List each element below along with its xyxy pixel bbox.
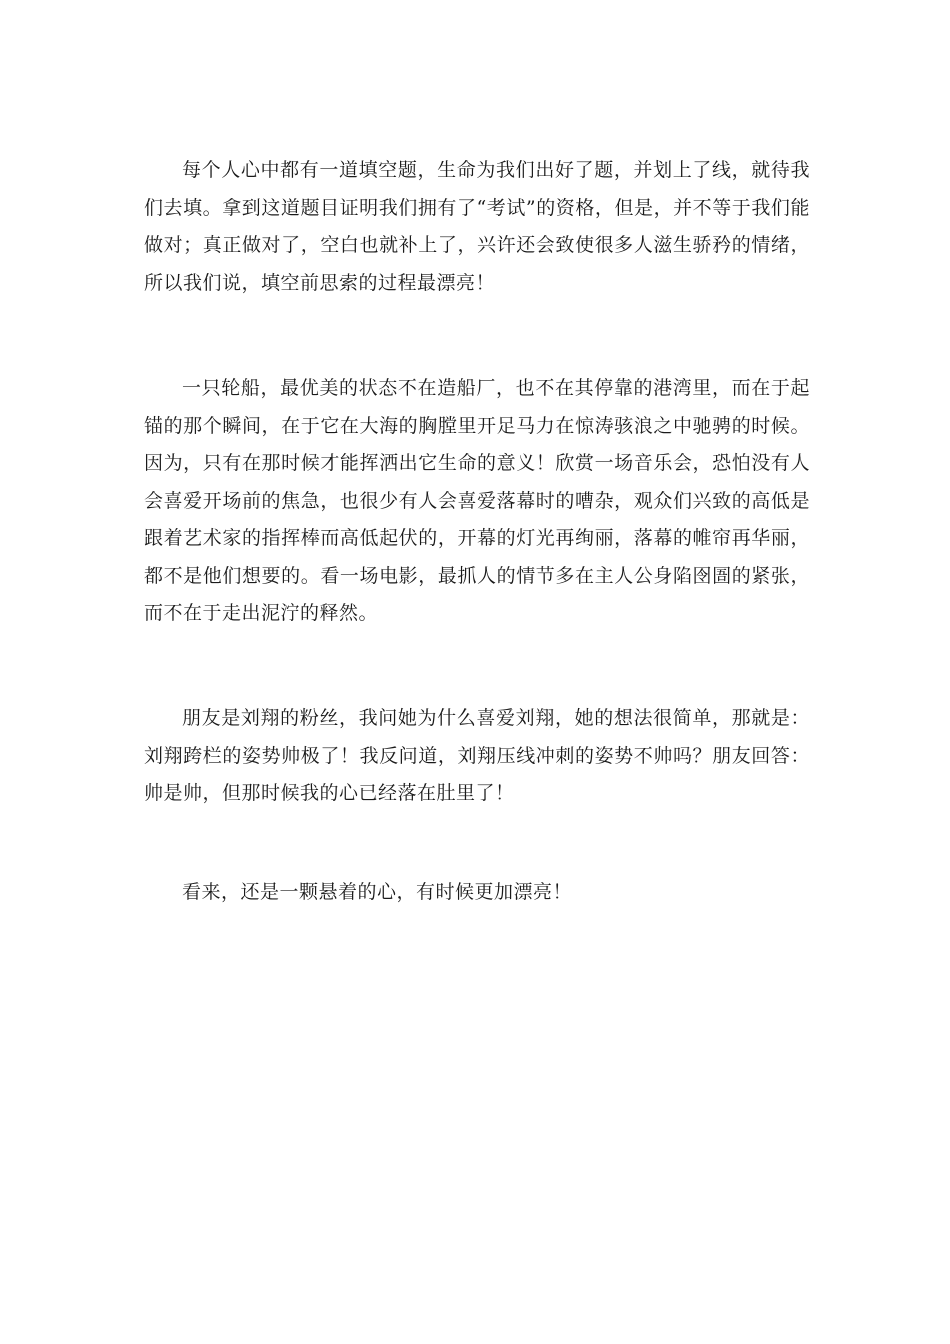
- paragraph-liu-xiang: 朋友是刘翔的粉丝，我问她为什么喜爱刘翔，她的想法很简单，那就是：刘翔跨栏的姿势帅极了！我反问道，刘翔压线冲刺的姿势不帅吗？朋友回答：帅是帅，但那时候我的心已经落在肚里了！: [144, 707, 810, 804]
- paragraph-ship-and-concert: 一只轮船，最优美的状态不在造船厂，也不在其停靠的港湾里，而在于起锚的那个瞬间，在于它在大海的胸膛里开足马力在惊涛骇浪之中驰骋的时候。因为，只有在那时候才能挥洒出它生命的意义！欣赏一场音乐会，恐怕没有人会喜爱开场前的焦急，也很少有人会喜爱落幕时的嘈杂，观众们兴致的高低是跟着艺术家的指挥棒而高低起伏的，开幕的灯光再绚丽，落幕的帷帘再华丽，都不是他们想要的。看一场电影，最抓人的情节多在主人公身陷囹圄的紧张，而不在于走出泥泞的释然。: [144, 377, 810, 624]
- paragraph-conclusion: 看来，还是一颗悬着的心，有时候更加漂亮！: [182, 881, 573, 903]
- paragraph-fill-in-blank: 每个人心中都有一道填空题，生命为我们出好了题，并划上了线，就待我们去填。拿到这道题目证明我们拥有了“考试”的资格，但是，并不等于我们能做对；真正做对了，空白也就补上了，兴许还会致使很多人滋生骄矜的情绪，所以我们说，填空前思索的过程最漂亮！: [144, 159, 810, 294]
